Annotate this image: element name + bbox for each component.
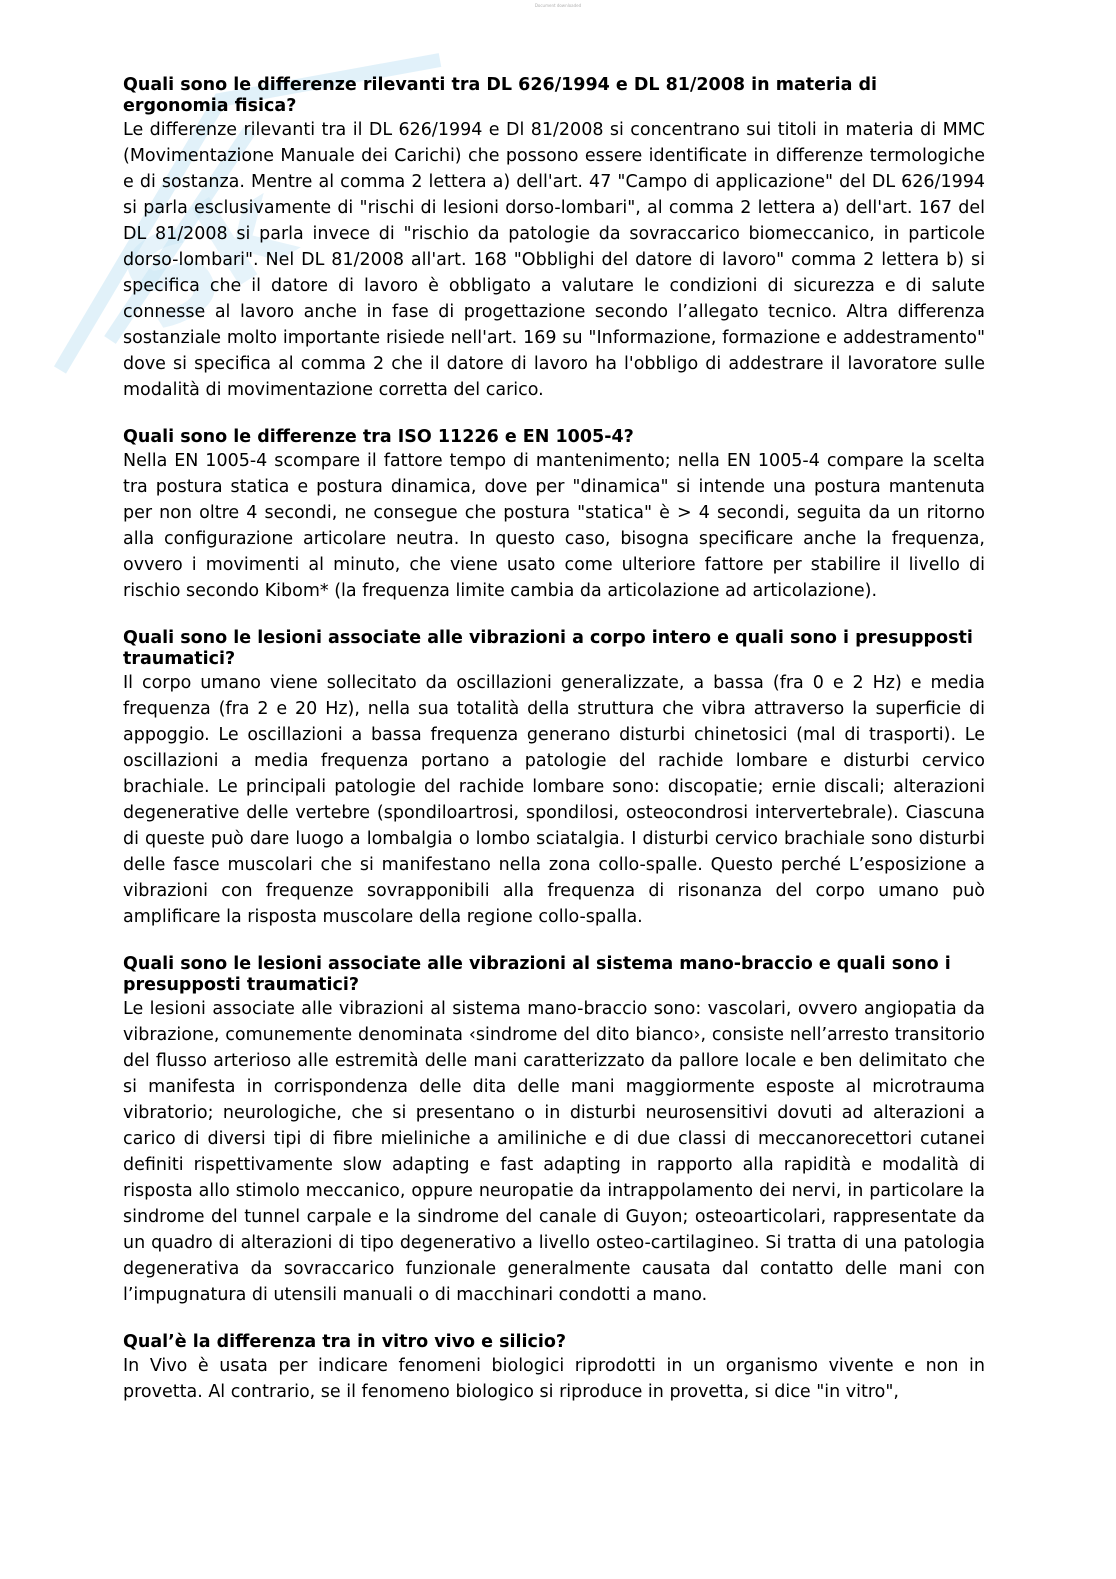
- answer-paragraph: Il corpo umano viene sollecitato da oscillazioni generalizzate, a bassa (fra 0 e 2 Hz) e media frequenza (fra 2 e 20 Hz), nella sua totalità della struttura che vibra attraverso la superficie di appoggio. Le oscillazioni a bassa frequenza generano disturbi chinetosici (mal di trasporti). Le oscillazioni a media frequenza portano a patologie del rachide lombare e disturbi cervico brachiale. Le principali patologie del rachide lombare sono: discopatie; ernie discali; alterazioni degenerative delle vertebre (spondiloartrosi, spondilosi, osteocondrosi intervertebrale). Ciascuna di queste può dare luogo a lombalgia o lombo sciatalgia. I disturbi cervico brachiale sono disturbi delle fasce muscolari che si manifestano nella zona collo-spalle. Questo perché L’esposizione a vibrazioni con frequenze sovrapponibili alla frequenza di risonanza del corpo umano può amplificare la risposta muscolare della regione collo-spalla.: [123, 673, 985, 927]
- answer-paragraph: Nella EN 1005-4 scompare il fattore tempo di mantenimento; nella EN 1005-4 compare la scelta tra postura statica e postura dinamica, dove per "dinamica" si intende una postura mantenuta per non oltre 4 secondi, ne consegue che postura "statica" è > 4 secondi, seguita da un ritorno alla configurazione articolare neutra. In questo caso, bisogna specificare anche la frequenza, ovvero i movimenti al minuto, che viene usato come ulteriore fattore per stabilire il livello di rischio secondo Kibom* (la frequenza limite cambia da articolazione ad articolazione).: [123, 451, 985, 601]
- download-stamp: Document downloaded: [534, 3, 582, 8]
- answer-paragraph: In Vivo è usata per indicare fenomeni biologici riprodotti in un organismo vivente e non in provetta. Al contrario, se il fenomeno biologico si riproduce in provetta, si dice "in vitro",: [123, 1356, 985, 1402]
- answer-paragraph: Le lesioni associate alle vibrazioni al sistema mano-braccio sono: vascolari, ovvero angiopatia da vibrazione, comunemente denominata ‹sindrome del dito bianco›, consiste nell’arresto transitorio del flusso arterioso alle estremità delle mani caratterizzato da pallore locale e ben delimitato che si manifesta in corrispondenza delle dita delle mani maggiormente esposte al microtrauma vibratorio; neurologiche, che si presentano o in disturbi neurosensitivi dovuti ad alterazioni a carico di diversi tipi di fibre mieliniche a amiliniche e di due classi di meccanorecettori cutanei definiti rispettivamente slow adapting e fast adapting in rapporto alla rapidità e modalità di risposta allo stimolo meccanico, oppure neuropatie da intrappolamento dei nervi, in particolare la sindrome del tunnel carpale e la sindrome del canale di Guyon; osteoarticolari, rappresentate da un quadro di alterazioni di tipo degenerativo a livello osteo-cartilagineo. Si tratta di una patologia degenerativa da sovraccarico funzionale generalmente causata dal contatto delle mani con l’impugnatura di utensili manuali o di macchinari condotti a mano.: [123, 999, 985, 1305]
- question-heading: Qual’è la differenza tra in vitro vivo e silicio?: [123, 1332, 567, 1352]
- question-heading: Quali sono le lesioni associate alle vibrazioni a corpo intero e quali sono i presupposti traumatici?: [123, 628, 973, 669]
- qa-section: [123, 628, 985, 930]
- qa-section: [123, 954, 985, 1308]
- question-heading: Quali sono le differenze tra ISO 11226 e EN 1005-4?: [123, 427, 634, 447]
- question-heading: Quali sono le differenze rilevanti tra DL 626/1994 e DL 81/2008 in materia di ergonomia fisica?: [123, 75, 878, 116]
- qa-section: [123, 1332, 985, 1405]
- qa-section: [123, 75, 985, 403]
- document-body: [123, 75, 985, 1429]
- question-heading: Quali sono le lesioni associate alle vibrazioni al sistema mano-braccio e quali sono i presupposti traumatici?: [123, 954, 951, 995]
- qa-section: [123, 427, 985, 604]
- svg-text:Sk: Sk: [99, 155, 315, 362]
- answer-paragraph: Le differenze rilevanti tra il DL 626/1994 e Dl 81/2008 si concentrano sui titoli in materia di MMC (Movimentazione Manuale dei Carichi) che possono essere identificate in differenze termologiche e di sostanza. Mentre al comma 2 lettera a) dell'art. 47 "Campo di applicazione" del DL 626/1994 si parla esclusivamente di "rischi di lesioni dorso-lombari", al comma 2 lettera a) dell'art. 167 del DL 81/2008 si parla invece di "rischio da patologie da sovraccarico biomeccanico, in particole dorso-lombari". Nel DL 81/2008 all'art. 168 "Obblighi del datore di lavoro" comma 2 lettera b) si specifica che il datore di lavoro è obbligato a valutare le condizioni di sicurezza e di salute connesse al lavoro anche in fase di progettazione secondo l’allegato tecnico. Altra differenza sostanziale molto importante risiede nell'art. 169 su "Informazione, formazione e addestramento" dove si specifica al comma 2 che il datore di lavoro ha l'obbligo di addestrare il lavoratore sulle modalità di movimentazione corretta del carico.: [123, 120, 985, 400]
